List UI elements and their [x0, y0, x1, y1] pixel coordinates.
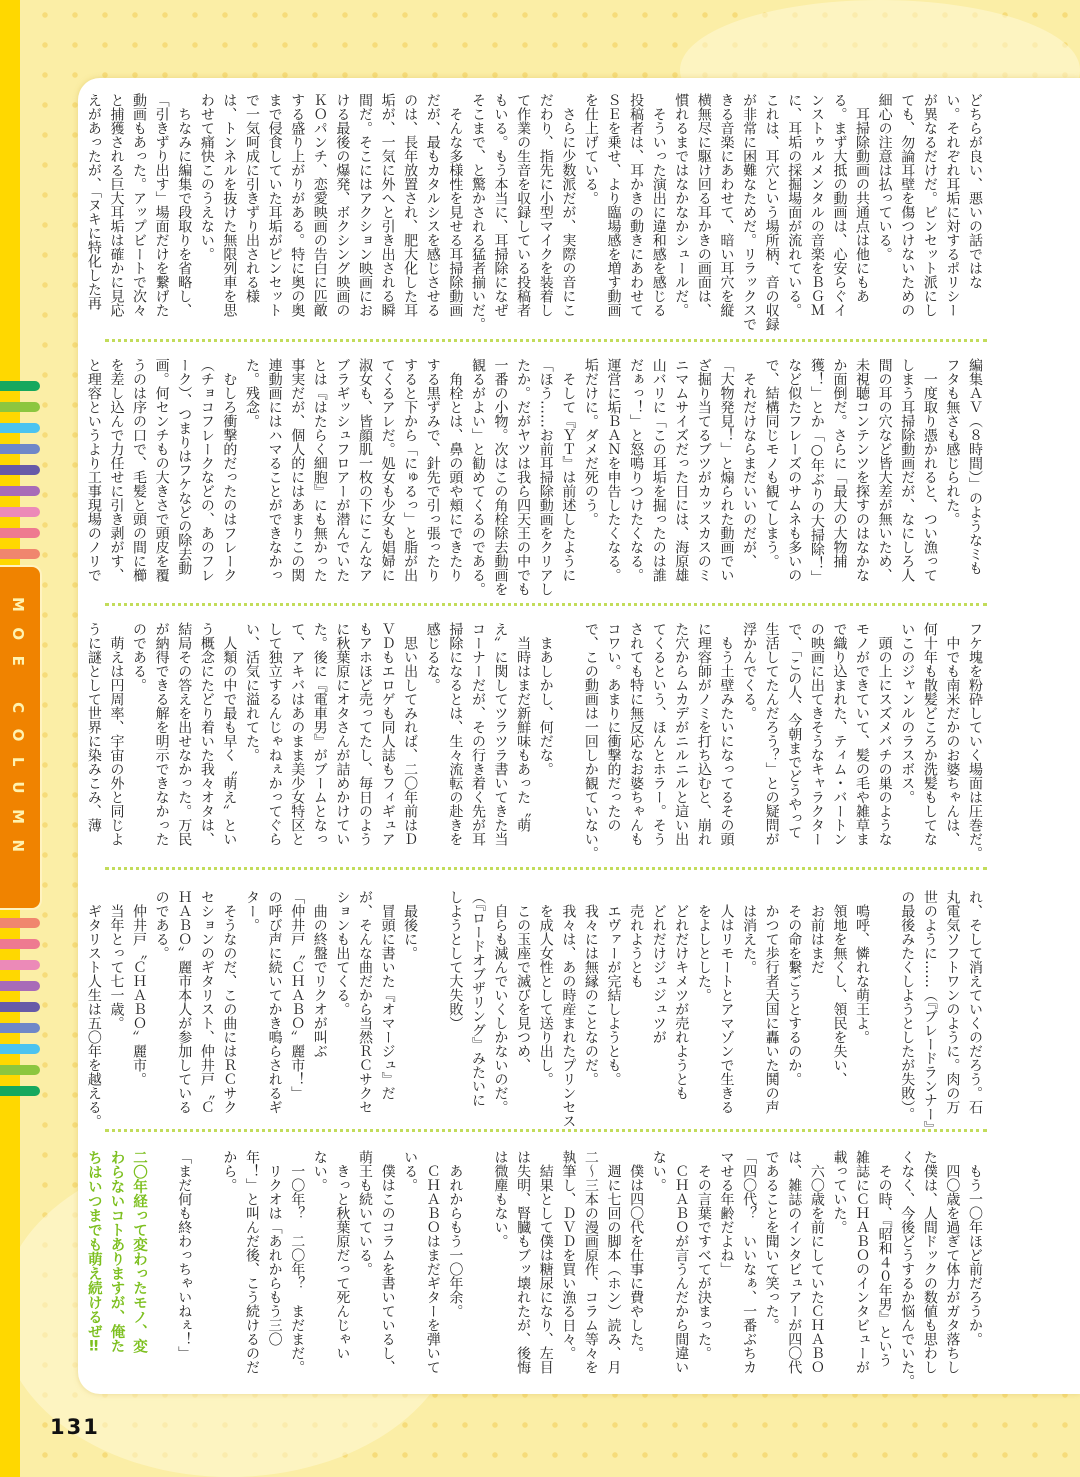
text-column: ＣＨＡＢＯはまだギターを弾いて	[424, 1150, 441, 1374]
text-column: を差し込んで力任せに引き剥がす、	[108, 358, 125, 582]
text-column: に理容師がノミを打ち込むと、崩れ	[695, 622, 712, 846]
text-column: で織り込まれた、ティム・バートン	[831, 622, 848, 846]
text-column: 画。何センチもの大きさで頭皮を覆	[153, 358, 170, 582]
color-bar	[0, 507, 40, 517]
text-column: 浮かんでくる。	[741, 622, 758, 720]
text-column: ＨＡＢＯ〟麗市本人が参加している	[176, 890, 193, 1114]
text-column: その時、『昭和４０年男』という	[876, 1150, 893, 1367]
text-column: の呼び声に続いてかき鳴らされるギ	[266, 890, 283, 1114]
text-column: 生活してたんだろう？」との疑問が	[763, 622, 780, 846]
color-bar	[0, 402, 40, 412]
text-column: 自らも滅んでいくしかないのだ。	[492, 890, 509, 1114]
dotted-divider	[105, 603, 987, 606]
text-column: ＣＨＡＢＯが言うんだから間違い	[673, 1150, 690, 1374]
text-column: そこまで、と驚かされる猛者揃いだ。	[469, 93, 486, 331]
color-bar	[0, 1023, 40, 1033]
text-column: のである。	[153, 890, 170, 960]
text-column: 二～三本の漫画原作、コラム等々を	[582, 1150, 599, 1374]
text-column: とは『はたらく細胞』にも無かった	[311, 358, 328, 582]
text-column: う概念にたどり着いた我々オタは、	[198, 622, 215, 846]
text-column: 未視聴コンテンツを探すのはなかな	[854, 358, 871, 582]
text-column: 一番の小物。次はこの角栓除去動画を	[492, 358, 509, 596]
color-bar	[0, 465, 40, 475]
text-column: は微塵もない。	[492, 1150, 509, 1248]
text-column: 最後に。	[402, 890, 419, 960]
text-column: 一度取り憑かれると、つい漁って	[921, 358, 938, 582]
text-column: 週に七回の脚本（ホン）読み、月	[605, 1150, 622, 1374]
dotted-divider	[105, 339, 987, 342]
text-column: お前はまだ	[808, 890, 825, 974]
text-column: に、耳垢の採掘場面が流れている。	[786, 93, 803, 317]
color-bar	[0, 444, 40, 454]
text-column: 仲井戸〝ＣＨＡＢＯ〟麗市。	[131, 890, 148, 1086]
color-bar	[0, 423, 40, 433]
text-column: そして『ＹＴ』は前述したように	[560, 358, 577, 582]
text-column: 頭の上にスズメバチの巣のような	[876, 622, 893, 846]
text-column: で、結構同じモノも観てしまう。	[763, 358, 780, 568]
text-column: きる音楽にあわせて、暗い耳穴を縦	[718, 93, 735, 317]
text-column: は失明、腎臓もブッ壊れたが、後悔	[515, 1150, 532, 1374]
text-column: であることを聞いて笑った。	[763, 1150, 780, 1332]
page-number: 131	[50, 1415, 100, 1439]
text-column: きっと秋葉原だって死んじゃい	[334, 1150, 351, 1360]
text-column: ーク）、つまりはフケなどの除去動	[176, 358, 193, 575]
text-column	[557, 622, 580, 857]
text-column: が納得できる解を明示できなかった	[153, 622, 170, 846]
text-column: まあしかし、何だな。	[537, 622, 554, 776]
text-column: ざ掘り当てるブツがカッスカスのミ	[695, 358, 712, 582]
text-column: する黒ずみで、針先で引っ張ったり	[424, 358, 441, 582]
text-column: リクオは「あれからもう三〇	[266, 1150, 283, 1346]
text-column: うに謎として世界に染みこみ、薄	[85, 622, 102, 832]
text-column: で、「この人、今朝までどうやって	[786, 622, 803, 839]
text-column: 間の耳の穴など皆大差が無いため、	[876, 358, 893, 582]
text-column: しまう耳掃除動画だが、なにしろ人	[899, 358, 916, 582]
text-column: うのは序の口で、毛髪と頭の間に櫛	[131, 358, 148, 582]
text-column: 載っていた。	[831, 1150, 848, 1234]
text-column: た穴からムカデがニルニルと這い出	[673, 622, 690, 846]
text-column: て、アキバはあのまま美少女特区と	[289, 622, 306, 846]
text-column	[195, 1150, 218, 1385]
text-column: それだけならまだいいのだが、	[741, 358, 758, 568]
text-column: 人類の中で最も早く〝萌え〟とい	[221, 622, 238, 846]
text-column: （『ロードオブザリング』みたいに	[469, 890, 486, 1107]
article-band-1	[82, 93, 986, 331]
text-column: は、雑誌のインタビュアーが四〇代	[786, 1150, 803, 1374]
text-column: たか。だがヤツは我ら四天王の中でも	[515, 358, 532, 596]
text-column: 人はリモートとアマゾンで生きる	[718, 890, 735, 1114]
text-column: 一〇年？ 二〇年？ まだまだ。	[289, 1150, 306, 1374]
text-column: で一気呵成に引きずり出される様	[244, 93, 260, 303]
text-column: ブラギッシュフロアーが潜んでいた	[334, 358, 351, 582]
text-column: 観るがよい」と勧めてくるのである。	[469, 358, 486, 596]
color-bar	[0, 981, 40, 991]
text-column: すると下から「にゅるっ」と脂が出	[402, 358, 419, 582]
text-column	[150, 1150, 173, 1385]
text-column: 僕は四〇代を仕事に費やした。	[628, 1150, 645, 1360]
text-column: 世のように……（『ブレードランナー』	[921, 890, 938, 1135]
text-column: ＫＯパンチ、恋愛映画の告白に匹敵	[311, 93, 328, 317]
text-column: だが、最もカタルシスを感じさせる	[424, 93, 441, 317]
text-column: る。まず大抵の動画は、心安らぐイ	[831, 93, 848, 317]
text-column: のである。	[131, 622, 148, 692]
text-column: えがあったが、「ヌキに特化した再	[85, 93, 102, 310]
color-bar	[0, 486, 40, 496]
text-column: え〟に関してツラツラ書いてきた当	[492, 622, 509, 846]
text-column: 領地を無くし、領民を失い、	[831, 890, 848, 1086]
text-column: 淑女も、皆顔肌一枚の下にこんなア	[356, 358, 373, 582]
text-column: い、活気に溢れてた。	[244, 622, 260, 762]
text-column: か面倒だ。さらに「最大の大物捕	[831, 358, 848, 568]
article-band-3	[82, 622, 986, 860]
text-column: 垢が、一気に外へと引き出される瞬	[379, 93, 396, 317]
text-column: 萌えは円周率、宇宙の外と同じよ	[108, 622, 125, 846]
text-column: 細心の注意は払っている。	[876, 93, 893, 261]
text-column: して独立するんじゃねぇかってぐら	[266, 622, 283, 846]
text-column	[873, 890, 896, 1125]
text-column: 「仲井戸〝ＣＨＡＢＯ〟麗市！」	[289, 890, 306, 1100]
text-column: もう土壁みたいになってるその頭	[718, 622, 735, 846]
color-bar	[0, 960, 40, 970]
text-column: されても特に無反応なお婆ちゃんも	[628, 622, 645, 846]
color-bar	[0, 1002, 40, 1012]
text-column: 垢だけに。ダメだ死のう。	[582, 358, 599, 526]
text-column: た。後に『電車男』がブームとなっ	[311, 622, 328, 846]
text-column: フタも無さも感じられた。	[944, 358, 961, 526]
text-column: 思い出してみれば、二〇年前はＤ	[402, 622, 419, 846]
text-column: 感じるな。	[424, 622, 441, 692]
text-column	[466, 1150, 489, 1385]
text-column: しようとして大失敗）	[447, 890, 464, 1030]
text-column: に秋葉原にオタさんが詰めかけてい	[334, 622, 351, 846]
text-column: の最後みたくしようとしたが失敗）。	[899, 890, 916, 1121]
text-column: かつて歩行者天国に轟いた鬨の声	[763, 890, 780, 1114]
text-column: 丸電気ソフトワンのように。肉の万	[944, 890, 961, 1114]
text-column: ＶＤもエロゲも同人誌もフィギュア	[379, 622, 396, 846]
text-column: ない。	[311, 1150, 328, 1192]
article-band-2	[82, 358, 986, 596]
text-column: まで侵食していた耳垢がピンセット	[266, 93, 283, 317]
text-column: コワい。あまりに衝撃的だったの	[605, 622, 622, 832]
text-column: もアホほど売ってたし、毎日のよう	[356, 622, 373, 846]
text-column: 耳掃除動画の共通点は他にもあ	[854, 93, 871, 303]
text-column: 当時はまだ新鮮味もあった〝萌	[515, 622, 532, 832]
text-column: が、そんな曲だから当然ＲＣサクセ	[356, 890, 373, 1114]
text-column: 当年とって七一歳。	[108, 890, 125, 1030]
text-column: 冒頭に書いた『オマージュ』だ	[379, 890, 396, 1100]
text-column: と捕獲される巨大耳垢は確かに見応	[108, 93, 125, 317]
text-column: 曲の終盤でリクオが叫ぶ	[311, 890, 328, 1058]
text-column: （チョコフレークなどの、あのフレ	[198, 358, 215, 582]
text-column: から。	[221, 1150, 238, 1192]
text-column: どちらが良い、悪いの話ではな	[967, 93, 983, 289]
text-column	[421, 890, 444, 1125]
text-column: その命を繋ごうとするのか。	[786, 890, 803, 1086]
text-column: そうなのだ、この曲にはＲＣサク	[221, 890, 238, 1114]
text-column: 我々には無縁のことなのだ。	[582, 890, 599, 1086]
color-bar	[0, 381, 40, 391]
text-column: 「ほう……お前耳掃除動画をクリアし	[537, 358, 554, 596]
text-column: どれだけキメツが売れようとも	[673, 890, 690, 1100]
text-column: 編集ＡＶ（８時間）」のようなミも	[967, 358, 983, 575]
text-column: で、この動画は一回しか観ていない。	[582, 622, 599, 860]
text-column: ても、勿論耳壁を傷つけないための	[899, 93, 916, 317]
text-column: た。残念。	[244, 358, 260, 428]
text-column: を仕上げている。	[582, 93, 599, 205]
text-column: その言葉ですべてが決まった。	[695, 1150, 712, 1360]
text-column: もいる。もう本当に、耳掃除になぜ	[492, 93, 509, 317]
text-column: 事実だが、個人的にはあまりこの関	[289, 358, 306, 582]
text-column: 結局その答えを出せなかった。万民	[176, 622, 193, 846]
section-label: MOE COLUMN	[9, 597, 27, 868]
text-column: ける最後の爆発、ボクシング映画の	[334, 93, 351, 317]
text-column: いこのジャンルのラスボス。	[899, 622, 916, 804]
text-column: だぁっ！」と怒鳴りつけたくなる。	[628, 358, 645, 582]
text-column: が異なるだけだ。ピンセット派にし	[921, 93, 938, 317]
text-column: い。それぞれ耳垢に対するポリシー	[944, 93, 961, 317]
text-column: 角栓とは、鼻の頭や頬にできたり	[447, 358, 464, 582]
text-column: 「大物発見！」と煽られた動画でい	[718, 358, 735, 582]
text-column: ニマムサイズだった日には、海原雄	[673, 358, 690, 582]
text-column: 動画もあった。アップビートで次々	[131, 93, 148, 317]
closing-message-line: 二〇年経って変わったモノ、変	[131, 1150, 148, 1353]
text-column: と理容というより工事現場のノリで	[85, 358, 102, 582]
text-column: 間だ。そこにはアクション映画にお	[356, 93, 373, 317]
text-column: モノができていて、髪の毛や雑草ま	[854, 622, 871, 846]
text-column: マせる年齢だよね」	[718, 1150, 735, 1276]
text-column: て作業の生音を収録している投稿者	[515, 93, 532, 317]
text-column: 「四〇代？ いいなぁ、一番ぶちカ	[741, 1150, 758, 1374]
text-column: を成人女性として送り出し。	[537, 890, 554, 1086]
text-column: だわり、指先に小型マイクを装着し	[537, 93, 554, 317]
text-column: むしろ衝撃的だったのはフレーク	[221, 358, 238, 582]
text-column: 執筆し、ＤＶＤを買い漁る日々。	[560, 1150, 577, 1360]
color-bar	[0, 528, 40, 538]
text-column: のは、長年放置され、肥大化した耳	[402, 93, 419, 317]
text-column: この玉座で滅びを見つめ、	[515, 890, 532, 1072]
text-column: 慣れるまではなかなかシュールだ。	[673, 93, 690, 317]
text-column: 山バリに「この耳垢を掘ったのは誰	[650, 358, 667, 582]
color-bar	[0, 939, 40, 949]
text-column: もう一〇年ほど前だろうか。	[967, 1150, 983, 1346]
text-column: ない。	[650, 1150, 667, 1192]
section-tab	[0, 565, 42, 910]
text-column: た僕は、人間ドックの数値も思わし	[921, 1150, 938, 1374]
text-column: さらに少数派だが、実際の音にこ	[560, 93, 577, 317]
text-column: ギタリスト人生は五〇年を越える。	[85, 890, 102, 1128]
text-column: 売れようとも	[628, 890, 645, 988]
text-column: 年！」と叫んだ後、こう続けるのだ	[244, 1150, 260, 1374]
text-column: 「まだ何も終わっちゃいねぇ！」	[176, 1150, 193, 1360]
text-column: 萌王も続いている。	[356, 1150, 373, 1276]
color-bar	[0, 549, 40, 559]
text-column: セションのギタリスト、仲井戸〝Ｃ	[198, 890, 215, 1114]
text-column: ンストゥルメンタルの音楽をＢＧＭ	[808, 93, 825, 317]
closing-message-line: わらないコトありますが、俺た	[108, 1150, 125, 1353]
text-column: 中でも南米だかのお婆ちゃんは、	[944, 622, 961, 846]
text-column: いる。	[402, 1150, 419, 1192]
text-column: 「引きずり出す」場面だけを繋げた	[153, 93, 170, 317]
color-bar	[0, 918, 40, 928]
text-column: エヴァーが完結しようとも。	[605, 890, 622, 1086]
dotted-divider	[105, 1129, 987, 1132]
text-column: 我々は、あの時産まれたプリンセス	[560, 890, 577, 1128]
text-column: 四〇歳を過ぎて体力がガタ落ちし	[944, 1150, 961, 1374]
text-column: くなく、今後どうするか悩んでいた。	[899, 1150, 916, 1388]
text-column: フケ塊を粉砕していく場面は圧巻だ。	[967, 622, 983, 860]
text-column: 鳴呼、憐れな萌王よ。	[854, 890, 871, 1044]
text-column: そういった演出に違和感を感じる	[650, 93, 667, 317]
text-column: ちなみに編集で段取りを省略し、	[176, 93, 193, 317]
text-column: ションも出てくる。	[334, 890, 351, 1016]
text-column: 何十年も散髪どころか洗髪もしてな	[921, 622, 938, 846]
text-column: どれだけジュジュツが	[650, 890, 667, 1044]
text-column: てくるという、ほんとホラー。そう	[650, 622, 667, 846]
text-column: は消えた。	[741, 890, 758, 974]
text-column: が非常に困難なためだ。リラックスで	[741, 93, 758, 331]
closing-message-line: ちはいつまでも萌え続けるぜ‼	[85, 1150, 102, 1355]
text-column: れ、そして消えていくのだろう。石	[967, 890, 983, 1114]
text-column: 結果として僕は糖尿になり、左目	[537, 1150, 554, 1374]
text-column: をよしとした。	[695, 890, 712, 1002]
text-column: ＳＥを乗せ、より臨場感を増す動画	[605, 93, 622, 317]
text-column: ター。	[244, 890, 260, 932]
text-column: 投稿者は、耳かきの動きにあわせて	[628, 93, 645, 317]
text-column: わせて痛快このうえない。	[198, 93, 215, 261]
text-column: 連動画にはハマることができなかっ	[266, 358, 283, 582]
text-column: の映画に出てきそうなキャラクター	[808, 622, 825, 846]
text-column: あれからもう一〇年余。	[447, 1150, 464, 1318]
text-column: は、トンネルを抜けた無限列車を思	[221, 93, 238, 317]
dotted-divider	[105, 867, 987, 870]
article-band-5	[82, 1150, 986, 1388]
text-column: 獲！」とか「○年ぶりの大掃除！」	[808, 358, 825, 584]
text-column: そんな多様性を見せる耳掃除動画	[447, 93, 464, 317]
text-column: これは、耳穴という場所柄、音の収録	[763, 93, 780, 331]
text-column: する盛り上がりがある。特に奥の奥	[289, 93, 306, 317]
text-column: コーナーだが、その行き着く先が耳	[469, 622, 486, 846]
text-column: 僕はこのコラムを書いているし、	[379, 1150, 396, 1374]
text-column: てくるアレだ。処女も少女も娼婦に	[379, 358, 396, 582]
text-column: 運営に垢ＢＡＮを申告したくなる。	[605, 358, 622, 582]
text-column: 横無尽に駆け回る耳かきの画面は、	[695, 93, 712, 317]
text-column: 雑誌にＣＨＡＢＯのインタビューが	[854, 1150, 871, 1374]
color-bar	[0, 1086, 40, 1096]
text-column: 六〇歳を前にしていたＣＨＡＢＯ	[808, 1150, 825, 1374]
article-band-4	[82, 890, 986, 1135]
text-column: など似たフレーズのサムネも多いの	[786, 358, 803, 582]
color-bar	[0, 1065, 40, 1075]
color-bar	[0, 1044, 40, 1054]
text-column: 掃除になるとは、生々流転の赴きを	[447, 622, 464, 846]
